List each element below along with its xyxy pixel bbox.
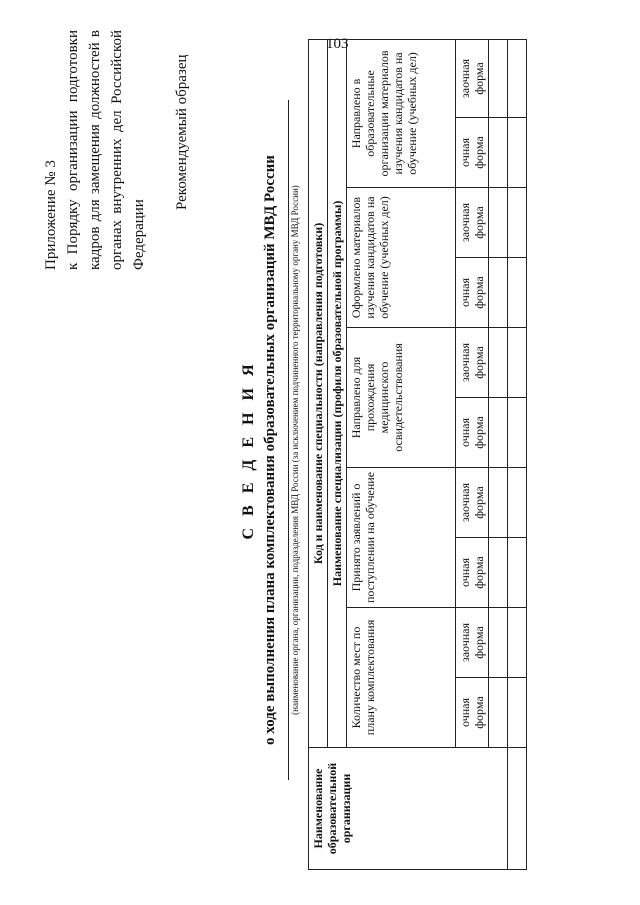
form-full-2: очная форма <box>456 538 489 608</box>
col-applications: Принято заявлений о поступлении на обучение <box>347 468 456 608</box>
report-table <box>308 39 527 870</box>
sample-label: Рекомендуемый образец <box>174 54 190 210</box>
col-sent: Направлено в образовательные организации материалов изучения кандидатов на обучение (учебных дел) <box>347 39 456 187</box>
fill-in-caption: (наименование органа, организации, подразделения МВД России (за исключением подчиненного территориальному органу МВД России) <box>290 185 300 715</box>
header-row-columns <box>347 39 456 869</box>
form-part-3: заочная форма <box>456 328 489 398</box>
table-row <box>508 39 527 869</box>
form-full-1: очная форма <box>456 678 489 748</box>
form-full-4: очная форма <box>456 258 489 328</box>
col-places: Количество мест по плану комплектования <box>347 608 456 748</box>
col-materials: Оформлено материалов изучения кандидатов на обучение (учебных дел) <box>347 188 456 328</box>
rotated-page-content <box>40 30 560 870</box>
document-subtitle: о ходе выполнения плана комплектования образовательных организаций МВД России <box>262 155 278 745</box>
page-number: 103 <box>326 36 349 52</box>
spec-header: Код и наименование специальности (направления подготовки) <box>309 39 328 747</box>
document-title: С В Е Д Е Н И Я <box>240 360 257 540</box>
appendix-reference: к Порядку организации подготовки кадров для замещения должностей в органах внутренних дел Российской Федерации <box>65 30 147 270</box>
profile-header: Наименование специализации (профиля образовательной программы) <box>328 39 347 747</box>
header-row-profile <box>328 39 347 869</box>
appendix-number: Приложение № 3 <box>43 160 59 270</box>
form-part-5: заочная форма <box>456 39 489 117</box>
form-full-3: очная форма <box>456 398 489 468</box>
form-full-5: очная форма <box>456 118 489 188</box>
form-part-4: заочная форма <box>456 188 489 258</box>
fill-in-line <box>288 100 289 780</box>
form-part-1: заочная форма <box>456 608 489 678</box>
table-row <box>489 39 508 869</box>
header-row-spec <box>309 39 328 869</box>
col-medical: Направлено для прохождения медицинского освидетельствования <box>347 328 456 468</box>
org-header: Наименование образовательной организации <box>309 748 508 870</box>
appendix-block <box>40 30 150 270</box>
form-part-2: заочная форма <box>456 468 489 538</box>
header-row-forms <box>456 39 489 869</box>
